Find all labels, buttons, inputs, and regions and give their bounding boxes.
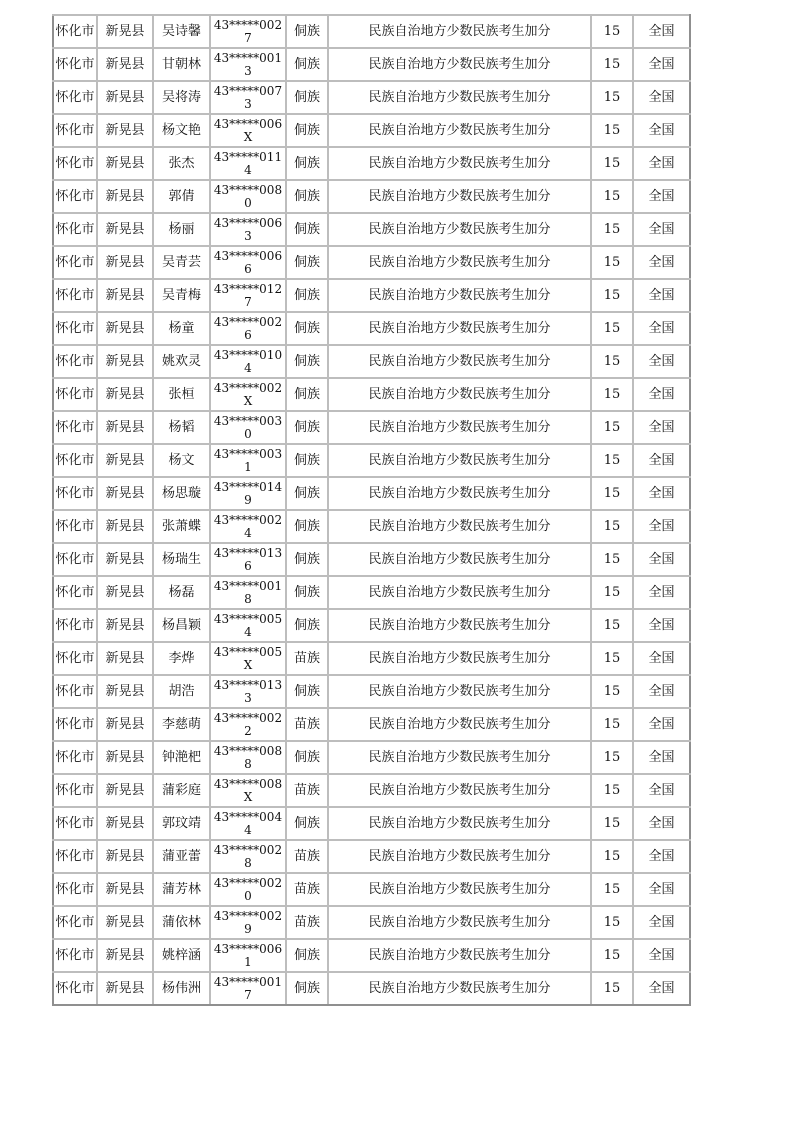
id-number-cell: 43*****008X [210, 774, 286, 807]
county-cell: 新晃县 [97, 246, 153, 279]
bonus-points-cell: 15 [591, 642, 633, 675]
applicable-scope-cell: 全国 [633, 213, 690, 246]
id-number-cell: 43*****002X [210, 378, 286, 411]
applicable-scope-cell: 全国 [633, 642, 690, 675]
bonus-points-cell: 15 [591, 708, 633, 741]
id-number-cell: 43*****0063 [210, 213, 286, 246]
county-cell: 新晃县 [97, 81, 153, 114]
id-number-cell: 43*****006X [210, 114, 286, 147]
student-name-cell: 杨文艳 [153, 114, 210, 147]
bonus-points-cell: 15 [591, 180, 633, 213]
city-cell: 怀化市 [53, 873, 97, 906]
ethnicity-cell: 侗族 [286, 807, 328, 840]
county-cell: 新晃县 [97, 213, 153, 246]
bonus-category-cell: 民族自治地方少数民族考生加分 [328, 576, 591, 609]
student-name-cell: 张桓 [153, 378, 210, 411]
table-row [53, 312, 690, 345]
id-number-cell: 43*****0028 [210, 840, 286, 873]
bonus-points-cell: 15 [591, 279, 633, 312]
bonus-category-cell: 民族自治地方少数民族考生加分 [328, 774, 591, 807]
applicable-scope-cell: 全国 [633, 741, 690, 774]
student-name-cell: 姚梓涵 [153, 939, 210, 972]
student-name-cell: 杨磊 [153, 576, 210, 609]
bonus-points-cell: 15 [591, 609, 633, 642]
table-row [53, 675, 690, 708]
id-number-cell: 43*****005X [210, 642, 286, 675]
table-row [53, 147, 690, 180]
bonus-category-cell: 民族自治地方少数民族考生加分 [328, 906, 591, 939]
bonus-points-cell: 15 [591, 312, 633, 345]
table-row [53, 15, 690, 48]
table-row [53, 939, 690, 972]
table-row [53, 906, 690, 939]
student-name-cell: 蒲彩庭 [153, 774, 210, 807]
bonus-points-cell: 15 [591, 48, 633, 81]
city-cell: 怀化市 [53, 477, 97, 510]
table-row [53, 213, 690, 246]
city-cell: 怀化市 [53, 312, 97, 345]
county-cell: 新晃县 [97, 873, 153, 906]
bonus-category-cell: 民族自治地方少数民族考生加分 [328, 279, 591, 312]
county-cell: 新晃县 [97, 180, 153, 213]
applicable-scope-cell: 全国 [633, 675, 690, 708]
ethnicity-cell: 侗族 [286, 609, 328, 642]
id-number-cell: 43*****0080 [210, 180, 286, 213]
bonus-points-cell: 15 [591, 807, 633, 840]
county-cell: 新晃县 [97, 939, 153, 972]
ethnicity-cell: 侗族 [286, 741, 328, 774]
student-name-cell: 甘朝林 [153, 48, 210, 81]
bonus-points-cell: 15 [591, 972, 633, 1005]
bonus-category-cell: 民族自治地方少数民族考生加分 [328, 939, 591, 972]
bonus-category-cell: 民族自治地方少数民族考生加分 [328, 873, 591, 906]
city-cell: 怀化市 [53, 411, 97, 444]
table-row [53, 840, 690, 873]
bonus-category-cell: 民族自治地方少数民族考生加分 [328, 312, 591, 345]
ethnicity-cell: 侗族 [286, 543, 328, 576]
city-cell: 怀化市 [53, 576, 97, 609]
ethnicity-cell: 侗族 [286, 477, 328, 510]
applicable-scope-cell: 全国 [633, 576, 690, 609]
ethnicity-cell: 侗族 [286, 972, 328, 1005]
city-cell: 怀化市 [53, 81, 97, 114]
city-cell: 怀化市 [53, 708, 97, 741]
bonus-category-cell: 民族自治地方少数民族考生加分 [328, 81, 591, 114]
applicable-scope-cell: 全国 [633, 510, 690, 543]
bonus-category-cell: 民族自治地方少数民族考生加分 [328, 642, 591, 675]
city-cell: 怀化市 [53, 972, 97, 1005]
county-cell: 新晃县 [97, 345, 153, 378]
bonus-category-cell: 民族自治地方少数民族考生加分 [328, 609, 591, 642]
student-name-cell: 蒲芳林 [153, 873, 210, 906]
county-cell: 新晃县 [97, 576, 153, 609]
city-cell: 怀化市 [53, 543, 97, 576]
bonus-points-sheet [52, 14, 691, 1006]
id-number-cell: 43*****0133 [210, 675, 286, 708]
ethnicity-cell: 苗族 [286, 873, 328, 906]
student-name-cell: 杨瑞生 [153, 543, 210, 576]
bonus-category-cell: 民族自治地方少数民族考生加分 [328, 543, 591, 576]
student-name-cell: 钟滟杷 [153, 741, 210, 774]
id-number-cell: 43*****0127 [210, 279, 286, 312]
ethnicity-cell: 苗族 [286, 840, 328, 873]
student-name-cell: 杨丽 [153, 213, 210, 246]
applicable-scope-cell: 全国 [633, 312, 690, 345]
ethnicity-cell: 侗族 [286, 675, 328, 708]
ethnicity-cell: 苗族 [286, 906, 328, 939]
student-name-cell: 吴诗馨 [153, 15, 210, 48]
ethnicity-cell: 侗族 [286, 444, 328, 477]
id-number-cell: 43*****0017 [210, 972, 286, 1005]
table-body [53, 15, 690, 1005]
ethnicity-cell: 侗族 [286, 378, 328, 411]
county-cell: 新晃县 [97, 840, 153, 873]
city-cell: 怀化市 [53, 378, 97, 411]
city-cell: 怀化市 [53, 444, 97, 477]
city-cell: 怀化市 [53, 609, 97, 642]
city-cell: 怀化市 [53, 180, 97, 213]
applicable-scope-cell: 全国 [633, 246, 690, 279]
table-row [53, 807, 690, 840]
ethnicity-cell: 侗族 [286, 81, 328, 114]
applicable-scope-cell: 全国 [633, 543, 690, 576]
county-cell: 新晃县 [97, 114, 153, 147]
bonus-category-cell: 民族自治地方少数民族考生加分 [328, 378, 591, 411]
student-name-cell: 李慈萌 [153, 708, 210, 741]
student-name-cell: 蒲依林 [153, 906, 210, 939]
county-cell: 新晃县 [97, 774, 153, 807]
table-row [53, 444, 690, 477]
bonus-points-cell: 15 [591, 939, 633, 972]
table-row [53, 543, 690, 576]
county-cell: 新晃县 [97, 444, 153, 477]
student-name-cell: 杨昌颖 [153, 609, 210, 642]
bonus-category-cell: 民族自治地方少数民族考生加分 [328, 972, 591, 1005]
applicable-scope-cell: 全国 [633, 411, 690, 444]
table-row [53, 576, 690, 609]
table-row [53, 114, 690, 147]
city-cell: 怀化市 [53, 114, 97, 147]
bonus-points-cell: 15 [591, 741, 633, 774]
ethnicity-cell: 苗族 [286, 708, 328, 741]
id-number-cell: 43*****0114 [210, 147, 286, 180]
county-cell: 新晃县 [97, 807, 153, 840]
id-number-cell: 43*****0022 [210, 708, 286, 741]
county-cell: 新晃县 [97, 906, 153, 939]
applicable-scope-cell: 全国 [633, 345, 690, 378]
table-row [53, 477, 690, 510]
applicable-scope-cell: 全国 [633, 906, 690, 939]
city-cell: 怀化市 [53, 510, 97, 543]
bonus-category-cell: 民族自治地方少数民族考生加分 [328, 840, 591, 873]
bonus-category-cell: 民族自治地方少数民族考生加分 [328, 345, 591, 378]
county-cell: 新晃县 [97, 543, 153, 576]
city-cell: 怀化市 [53, 774, 97, 807]
student-name-cell: 张杰 [153, 147, 210, 180]
bonus-points-cell: 15 [591, 378, 633, 411]
student-name-cell: 杨文 [153, 444, 210, 477]
student-name-cell: 张萧蝶 [153, 510, 210, 543]
table-row [53, 279, 690, 312]
city-cell: 怀化市 [53, 906, 97, 939]
bonus-category-cell: 民族自治地方少数民族考生加分 [328, 741, 591, 774]
applicable-scope-cell: 全国 [633, 939, 690, 972]
bonus-category-cell: 民族自治地方少数民族考生加分 [328, 114, 591, 147]
student-name-cell: 吴青梅 [153, 279, 210, 312]
id-number-cell: 43*****0026 [210, 312, 286, 345]
student-name-cell: 杨伟洲 [153, 972, 210, 1005]
student-name-cell: 姚欢灵 [153, 345, 210, 378]
bonus-category-cell: 民族自治地方少数民族考生加分 [328, 48, 591, 81]
bonus-points-cell: 15 [591, 840, 633, 873]
bonus-category-cell: 民族自治地方少数民族考生加分 [328, 147, 591, 180]
student-name-cell: 吴青芸 [153, 246, 210, 279]
student-name-cell: 郭玟靖 [153, 807, 210, 840]
ethnicity-cell: 侗族 [286, 576, 328, 609]
id-number-cell: 43*****0136 [210, 543, 286, 576]
applicable-scope-cell: 全国 [633, 807, 690, 840]
bonus-points-cell: 15 [591, 213, 633, 246]
student-name-cell: 杨韬 [153, 411, 210, 444]
id-number-cell: 43*****0061 [210, 939, 286, 972]
county-cell: 新晃县 [97, 48, 153, 81]
bonus-category-cell: 民族自治地方少数民族考生加分 [328, 213, 591, 246]
ethnicity-cell: 侗族 [286, 246, 328, 279]
city-cell: 怀化市 [53, 741, 97, 774]
bonus-points-cell: 15 [591, 510, 633, 543]
ethnicity-cell: 苗族 [286, 642, 328, 675]
bonus-points-cell: 15 [591, 15, 633, 48]
ethnicity-cell: 侗族 [286, 279, 328, 312]
ethnicity-cell: 侗族 [286, 213, 328, 246]
county-cell: 新晃县 [97, 642, 153, 675]
bonus-points-cell: 15 [591, 873, 633, 906]
county-cell: 新晃县 [97, 972, 153, 1005]
city-cell: 怀化市 [53, 675, 97, 708]
applicable-scope-cell: 全国 [633, 972, 690, 1005]
bonus-category-cell: 民族自治地方少数民族考生加分 [328, 675, 591, 708]
student-name-cell: 蒲亚蕾 [153, 840, 210, 873]
county-cell: 新晃县 [97, 708, 153, 741]
city-cell: 怀化市 [53, 840, 97, 873]
county-cell: 新晃县 [97, 477, 153, 510]
id-number-cell: 43*****0027 [210, 15, 286, 48]
county-cell: 新晃县 [97, 411, 153, 444]
applicable-scope-cell: 全国 [633, 708, 690, 741]
applicable-scope-cell: 全国 [633, 840, 690, 873]
table-row [53, 708, 690, 741]
applicable-scope-cell: 全国 [633, 279, 690, 312]
city-cell: 怀化市 [53, 213, 97, 246]
id-number-cell: 43*****0031 [210, 444, 286, 477]
bonus-points-cell: 15 [591, 411, 633, 444]
bonus-points-cell: 15 [591, 543, 633, 576]
city-cell: 怀化市 [53, 15, 97, 48]
ethnicity-cell: 侗族 [286, 15, 328, 48]
table-row [53, 774, 690, 807]
student-name-cell: 杨童 [153, 312, 210, 345]
city-cell: 怀化市 [53, 642, 97, 675]
county-cell: 新晃县 [97, 15, 153, 48]
student-name-cell: 李烨 [153, 642, 210, 675]
ethnicity-cell: 侗族 [286, 147, 328, 180]
bonus-category-cell: 民族自治地方少数民族考生加分 [328, 510, 591, 543]
bonus-category-cell: 民族自治地方少数民族考生加分 [328, 708, 591, 741]
table-row [53, 972, 690, 1005]
bonus-category-cell: 民族自治地方少数民族考生加分 [328, 180, 591, 213]
bonus-points-cell: 15 [591, 774, 633, 807]
student-name-cell: 吴将涛 [153, 81, 210, 114]
bonus-points-cell: 15 [591, 576, 633, 609]
table-row [53, 345, 690, 378]
county-cell: 新晃县 [97, 741, 153, 774]
applicable-scope-cell: 全国 [633, 48, 690, 81]
id-number-cell: 43*****0024 [210, 510, 286, 543]
applicable-scope-cell: 全国 [633, 774, 690, 807]
county-cell: 新晃县 [97, 510, 153, 543]
id-number-cell: 43*****0066 [210, 246, 286, 279]
table-row [53, 873, 690, 906]
ethnicity-cell: 侗族 [286, 939, 328, 972]
city-cell: 怀化市 [53, 939, 97, 972]
county-cell: 新晃县 [97, 675, 153, 708]
applicable-scope-cell: 全国 [633, 873, 690, 906]
bonus-points-cell: 15 [591, 675, 633, 708]
bonus-points-cell: 15 [591, 246, 633, 279]
county-cell: 新晃县 [97, 609, 153, 642]
id-number-cell: 43*****0073 [210, 81, 286, 114]
table-row [53, 510, 690, 543]
applicable-scope-cell: 全国 [633, 609, 690, 642]
ethnicity-cell: 苗族 [286, 774, 328, 807]
table-row [53, 642, 690, 675]
city-cell: 怀化市 [53, 246, 97, 279]
county-cell: 新晃县 [97, 147, 153, 180]
bonus-points-cell: 15 [591, 114, 633, 147]
bonus-category-cell: 民族自治地方少数民族考生加分 [328, 246, 591, 279]
city-cell: 怀化市 [53, 345, 97, 378]
bonus-points-cell: 15 [591, 81, 633, 114]
bonus-points-cell: 15 [591, 147, 633, 180]
id-number-cell: 43*****0088 [210, 741, 286, 774]
id-number-cell: 43*****0030 [210, 411, 286, 444]
bonus-category-cell: 民族自治地方少数民族考生加分 [328, 477, 591, 510]
student-name-cell: 郭倩 [153, 180, 210, 213]
ethnicity-cell: 侗族 [286, 411, 328, 444]
applicable-scope-cell: 全国 [633, 114, 690, 147]
table-row [53, 81, 690, 114]
ethnicity-cell: 侗族 [286, 345, 328, 378]
table-row [53, 411, 690, 444]
id-number-cell: 43*****0020 [210, 873, 286, 906]
students-table [52, 14, 691, 1006]
applicable-scope-cell: 全国 [633, 81, 690, 114]
county-cell: 新晃县 [97, 312, 153, 345]
id-number-cell: 43*****0029 [210, 906, 286, 939]
city-cell: 怀化市 [53, 48, 97, 81]
table-row [53, 378, 690, 411]
bonus-category-cell: 民族自治地方少数民族考生加分 [328, 444, 591, 477]
ethnicity-cell: 侗族 [286, 510, 328, 543]
id-number-cell: 43*****0018 [210, 576, 286, 609]
county-cell: 新晃县 [97, 378, 153, 411]
bonus-category-cell: 民族自治地方少数民族考生加分 [328, 411, 591, 444]
bonus-points-cell: 15 [591, 345, 633, 378]
bonus-points-cell: 15 [591, 477, 633, 510]
table-row [53, 609, 690, 642]
id-number-cell: 43*****0149 [210, 477, 286, 510]
student-name-cell: 胡浩 [153, 675, 210, 708]
county-cell: 新晃县 [97, 279, 153, 312]
table-row [53, 48, 690, 81]
applicable-scope-cell: 全国 [633, 378, 690, 411]
applicable-scope-cell: 全国 [633, 180, 690, 213]
ethnicity-cell: 侗族 [286, 114, 328, 147]
bonus-category-cell: 民族自治地方少数民族考生加分 [328, 15, 591, 48]
applicable-scope-cell: 全国 [633, 444, 690, 477]
bonus-points-cell: 15 [591, 906, 633, 939]
ethnicity-cell: 侗族 [286, 48, 328, 81]
student-name-cell: 杨思璇 [153, 477, 210, 510]
bonus-category-cell: 民族自治地方少数民族考生加分 [328, 807, 591, 840]
city-cell: 怀化市 [53, 279, 97, 312]
id-number-cell: 43*****0054 [210, 609, 286, 642]
ethnicity-cell: 侗族 [286, 180, 328, 213]
applicable-scope-cell: 全国 [633, 477, 690, 510]
city-cell: 怀化市 [53, 807, 97, 840]
table-row [53, 180, 690, 213]
bonus-points-cell: 15 [591, 444, 633, 477]
ethnicity-cell: 侗族 [286, 312, 328, 345]
table-row [53, 741, 690, 774]
city-cell: 怀化市 [53, 147, 97, 180]
id-number-cell: 43*****0104 [210, 345, 286, 378]
id-number-cell: 43*****0044 [210, 807, 286, 840]
id-number-cell: 43*****0013 [210, 48, 286, 81]
table-row [53, 246, 690, 279]
applicable-scope-cell: 全国 [633, 147, 690, 180]
applicable-scope-cell: 全国 [633, 15, 690, 48]
